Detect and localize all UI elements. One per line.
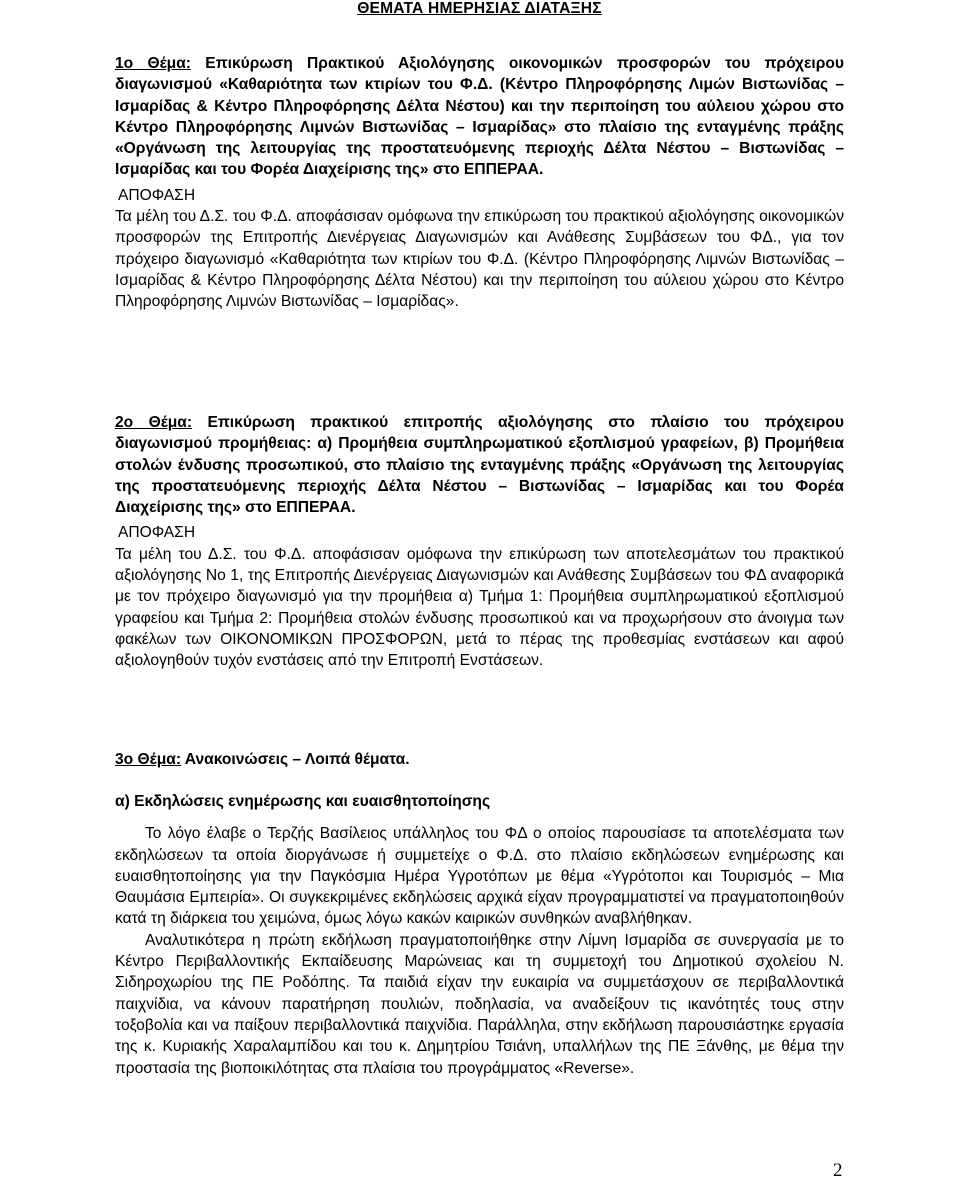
topic-3-subheading: α) Εκδηλώσεις ενημέρωσης και ευαισθητοποίησης bbox=[115, 793, 491, 810]
topic-2 bbox=[115, 412, 844, 672]
topic-2-heading bbox=[115, 412, 844, 518]
topic-2-heading-text: Επικύρωση πρακτικού επιτροπής αξιολόγησης στο πλαίσιο του πρόχειρου διαγωνισμού προμήθειας: α) Προμήθεια συμπληρωματικού εξοπλισμού γραφείων, β) Προμήθεια στολών ένδυσης προσωπικού, στο πλαίσιο της ενταγμένης πράξης «Οργάνωση της λειτουργίας της προστατευόμενης περιοχής Δέλτα Νέστου – Βιστωνίδας – Ισμαρίδας και του Φορέα Διαχείρισης της» στο ΕΠΠΕΡΑΑ. bbox=[115, 414, 845, 517]
topic-3-subsection bbox=[115, 791, 844, 1079]
topic-3-heading-text: Ανακοινώσεις – Λοιπά θέματα. bbox=[181, 751, 410, 768]
topic-1-heading-text: Επικύρωση Πρακτικού Αξιολόγησης οικονομικών προσφορών του πρόχειρου διαγωνισμού «Καθαριότητα των κτιρίων του Φ.Δ. (Κέντρο Πληροφόρησης Λιμών Βιστωνίδας – Ισμαρίδας & Κέντρο Πληροφόρησης Δέλτα Νέστου) και την περιποίηση του αύλειου χώρου στο Κέντρο Πληροφόρησης Λιμνών Βιστωνίδας – Ισμαρίδας» στο πλαίσιο της ενταγμένης πράξης «Οργάνωση της λειτουργίας της προστατευόμενης περιοχής Δέλτα Νέστου – Βιστωνίδας – Ισμαρίδας και του Φορέα Διαχείρισης της» στο ΕΠΠΕΡΑΑ. bbox=[115, 55, 844, 179]
topic-3-paragraph-2: Αναλυτικότερα η πρώτη εκδήλωση πραγματοποιήθηκε στην Λίμνη Ισμαρίδα σε συνεργασία με το Κέντρο Περιβαλλοντικής Εκπαίδευσης Μαρώνειας και τη συμμετοχή του Δημοτικού σχολείου Ν. Σιδηροχωρίου της ΠΕ Ροδόπης. Τα παιδιά είχαν την ευκαιρία να συμμετάσχουν σε περιβαλλοντικά παιχνίδια, να κάνουν παρατήρηση πουλιών, ποδηλασία, να αναδείξουν τις ικανότητές τους στην τοξοβολία και να παίξουν περιβαλλοντικά παιχνίδια. Παράλληλα, στην εκδήλωση παρουσιάστηκε εργασία της κ. Κυριακής Χαραλαμπίδου και του κ. Δημητρίου Τσιάνη, υπαλλήλων της ΠΕ Ξάνθης, με θέμα την προστασία της βιοποικιλότητας στα πλαίσια του προγράμματος «Reverse». bbox=[115, 931, 844, 1077]
topic-3-heading bbox=[115, 749, 844, 770]
page-number: 2 bbox=[833, 1160, 843, 1181]
topic-2-decision-label: ΑΠΟΦΑΣΗ bbox=[118, 524, 196, 542]
document-page bbox=[115, 0, 845, 1077]
topic-1 bbox=[115, 53, 844, 313]
topic-2-label: 2ο Θέμα: bbox=[115, 414, 193, 431]
page-title: ΘΕΜΑΤΑ ΗΜΕΡΗΣΙΑΣ ΔΙΑΤΑΞΗΣ bbox=[357, 0, 602, 17]
topic-2-decision-text: Τα μέλη του Δ.Σ. του Φ.Δ. αποφάσισαν ομόφωνα την επικύρωση των αποτελεσμάτων του πρακτικού αξιολόγησης Νο 1, της Επιτροπής Διενέργειας Διαγωνισμών και Ανάθεσης Συμβάσεων του ΦΔ αναφορικά με τον πρόχειρο διαγωνισμό για την προμήθεια α) Τμήμα 1: Προμήθεια συμπληρωματικού εξοπλισμού γραφείου και Τμήμα 2: Προμήθεια στολών ένδυσης προσωπικού και να προχωρήσουν στο άνοιγμα των φακέλων των ΟΙΚΟΝΟΜΙΚΩΝ ΠΡΟΣΦΟΡΩΝ, μετά το πέρας της προθεσμίας ενστάσεων και αφού αξιολογηθούν τυχόν ενστάσεις από την Επιτροπή Ενστάσεων. bbox=[115, 545, 844, 670]
topic-1-decision-text: Τα μέλη του Δ.Σ. του Φ.Δ. αποφάσισαν ομόφωνα την επικύρωση του πρακτικού αξιολόγησης οικονομικών προσφορών της Επιτροπής Διενέργειας Διαγωνισμών και Ανάθεσης Συμβάσεων του ΦΔ., για τον πρόχειρο διαγωνισμό «Καθαριότητα των κτιρίων του Φ.Δ. (Κέντρο Πληροφόρησης Λιμνών Βιστωνίδας – Ισμαρίδας & Κέντρο Πληροφόρησης Δέλτα Νέστου) και την περιποίηση του αύλειου χώρου στο Κέντρο Πληροφόρησης Λιμνών Βιστωνίδας – Ισμαρίδας». bbox=[115, 208, 844, 311]
topic-3 bbox=[115, 749, 844, 770]
topic-3-label: 3ο Θέμα: bbox=[115, 751, 182, 768]
topic-1-decision-label: ΑΠΟΦΑΣΗ bbox=[118, 186, 196, 204]
topic-3-paragraph-1: Το λόγο έλαβε ο Τερζής Βασίλειος υπάλληλος του ΦΔ ο οποίος παρουσίασε τα αποτελέσματα των εκδηλώσεων τα οποία διοργάνωσε ή συμμετείχε ο Φ.Δ. στο πλαίσιο εκδηλώσεων ενημέρωσης και ευαισθητοποίησης για την Παγκόσμια Ημέρα Υγροτόπων με θέμα «Υγρότοποι και Τουρισμός – Μια Θαυμάσια Εμπειρία». Οι συγκεκριμένες εκδηλώσεις αρχικά είχαν προγραμματιστεί να πραγματοποιηθούν κατά τη διάρκεια του χειμώνα, όμως λόγω κακών καιρικών συνθηκών αναβλήθηκαν. bbox=[115, 825, 844, 928]
topic-1-heading bbox=[115, 53, 844, 181]
topic-1-label: 1ο Θέμα: bbox=[115, 55, 191, 72]
